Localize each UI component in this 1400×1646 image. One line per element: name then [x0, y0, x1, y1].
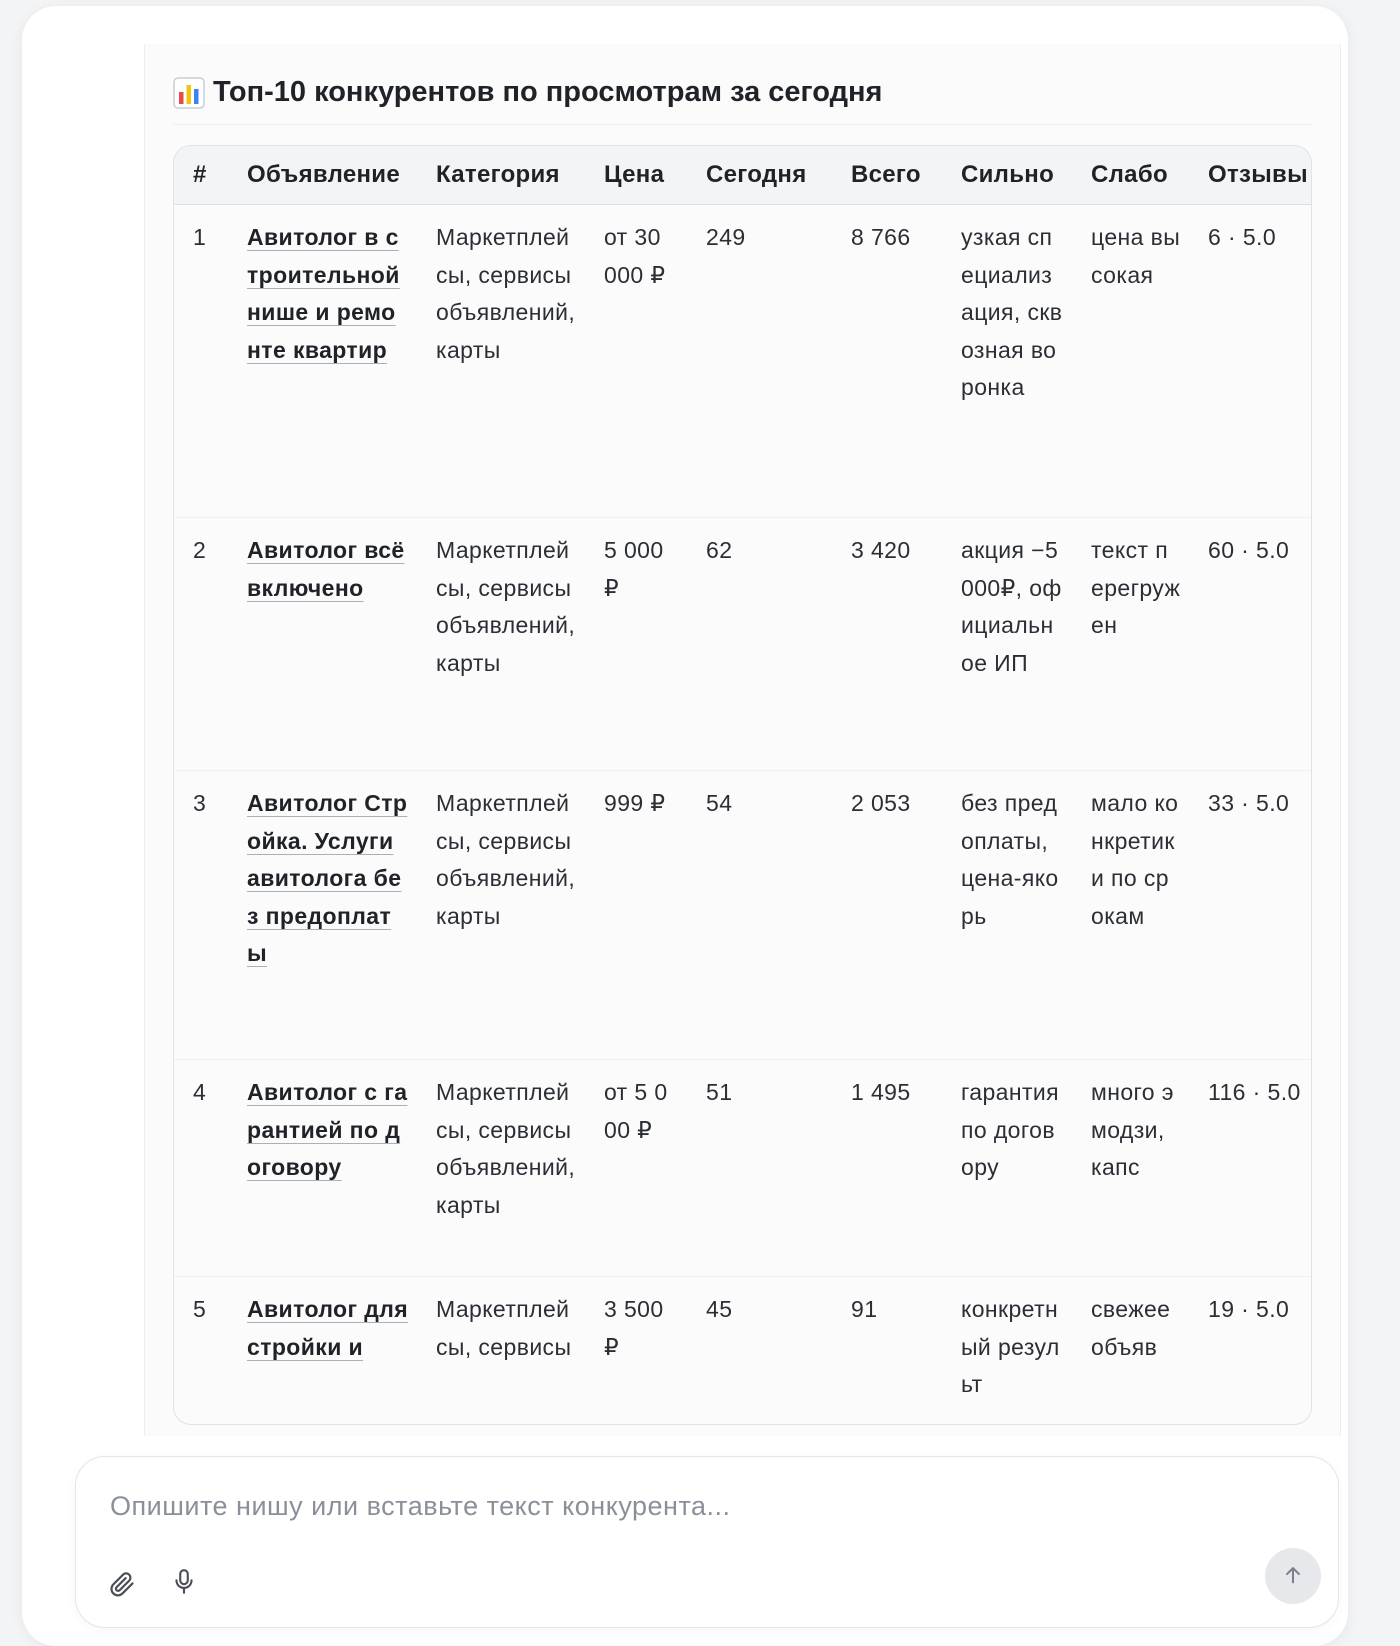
- cell-ad: [228, 518, 417, 771]
- cell-ad: [228, 205, 417, 518]
- cell-num: 2: [174, 518, 228, 771]
- cell-category: Маркетплейсы, сервисы объявлений, карты: [417, 771, 585, 1060]
- table-row: [174, 518, 1311, 771]
- cell-strong: конкретный результ: [942, 1277, 1072, 1426]
- table-row: [174, 1277, 1311, 1426]
- cell-category: Маркетплейсы, сервисы объявлений, карты: [417, 518, 585, 771]
- cell-price: 999 ₽: [585, 771, 687, 1060]
- cell-weak: мало конкретики по срокам: [1072, 771, 1189, 1060]
- cell-weak: цена высокая: [1072, 205, 1189, 518]
- cell-today: 51: [687, 1060, 832, 1277]
- cell-num: 3: [174, 771, 228, 1060]
- column-header-today: Сегодня: [687, 146, 832, 205]
- cell-strong: узкая специализация, сквозная воронка: [942, 205, 1072, 518]
- competitors-table: [174, 146, 1311, 1425]
- arrow-up-icon: [1282, 1564, 1304, 1589]
- cell-total: 1 495: [832, 1060, 942, 1277]
- cell-weak: свежее объяв: [1072, 1277, 1189, 1426]
- divider: [173, 124, 1312, 125]
- cell-category: Маркетплейсы, сервисы объявлений, карты: [417, 1060, 585, 1277]
- column-header-total: Всего: [832, 146, 942, 205]
- competitors-table-container[interactable]: [173, 145, 1312, 1425]
- cell-category: Маркетплейсы, сервисы объявлений, карты: [417, 205, 585, 518]
- ad-link[interactable]: Авитолог для стройки и: [247, 1296, 409, 1360]
- cell-today: 54: [687, 771, 832, 1060]
- cell-ad: [228, 771, 417, 1060]
- ad-link[interactable]: Авитолог в строительной нише и ремонте квартир: [247, 224, 400, 363]
- cell-reviews: 33 · 5.0: [1189, 771, 1311, 1060]
- cell-weak: текст перегружен: [1072, 518, 1189, 771]
- cell-price: 3 500 ₽: [585, 1277, 687, 1426]
- cell-reviews: 6 · 5.0: [1189, 205, 1311, 518]
- cell-num: 1: [174, 205, 228, 518]
- message-title-text: Топ-10 конкурентов по просмотрам за сегодня: [213, 76, 883, 108]
- column-header-price: Цена: [585, 146, 687, 205]
- cell-price: от 30 000 ₽: [585, 205, 687, 518]
- ad-link[interactable]: Авитолог всё включено: [247, 537, 405, 601]
- cell-category: Маркетплейсы, сервисы: [417, 1277, 585, 1426]
- column-header-ad: Объявление: [228, 146, 417, 205]
- column-header-weak: Слабо: [1072, 146, 1189, 205]
- cell-total: 2 053: [832, 771, 942, 1060]
- cell-strong: гарантия по договору: [942, 1060, 1072, 1277]
- chat-panel: [22, 6, 1348, 1646]
- voice-input-button[interactable]: [164, 1563, 204, 1603]
- bar-chart-icon: [173, 77, 205, 109]
- ad-link[interactable]: Авитолог Стройка. Услуги авитолога без предоплаты: [247, 790, 408, 966]
- cell-num: 5: [174, 1277, 228, 1426]
- cell-ad: [228, 1277, 417, 1426]
- cell-total: 8 766: [832, 205, 942, 518]
- attach-button[interactable]: [102, 1565, 142, 1605]
- column-header-category: Категория: [417, 146, 585, 205]
- table-header-row: [174, 146, 1311, 205]
- assistant-message: [144, 44, 1341, 1436]
- cell-today: 45: [687, 1277, 832, 1426]
- cell-weak: много эмодзи, капс: [1072, 1060, 1189, 1277]
- cell-strong: без предоплаты, цена-якорь: [942, 771, 1072, 1060]
- cell-today: 62: [687, 518, 832, 771]
- send-button[interactable]: [1265, 1548, 1321, 1604]
- microphone-icon: [171, 1568, 197, 1599]
- column-header-num: #: [174, 146, 228, 205]
- table-row: [174, 771, 1311, 1060]
- ad-link[interactable]: Авитолог с гарантией по договору: [247, 1079, 408, 1180]
- paperclip-icon: [108, 1570, 136, 1601]
- cell-total: 3 420: [832, 518, 942, 771]
- cell-ad: [228, 1060, 417, 1277]
- cell-reviews: 19 · 5.0: [1189, 1277, 1311, 1426]
- column-header-reviews: Отзывы: [1189, 146, 1311, 205]
- cell-price: от 5 000 ₽: [585, 1060, 687, 1277]
- cell-strong: акция −5000₽, официальное ИП: [942, 518, 1072, 771]
- message-input[interactable]: [108, 1483, 1292, 1529]
- cell-price: 5 000 ₽: [585, 518, 687, 771]
- cell-reviews: 116 · 5.0: [1189, 1060, 1311, 1277]
- message-composer: [75, 1456, 1339, 1628]
- column-header-strong: Сильно: [942, 146, 1072, 205]
- cell-num: 4: [174, 1060, 228, 1277]
- table-row: [174, 205, 1311, 518]
- cell-total: 91: [832, 1277, 942, 1426]
- table-row: [174, 1060, 1311, 1277]
- message-title: [173, 76, 882, 109]
- cell-today: 249: [687, 205, 832, 518]
- cell-reviews: 60 · 5.0: [1189, 518, 1311, 771]
